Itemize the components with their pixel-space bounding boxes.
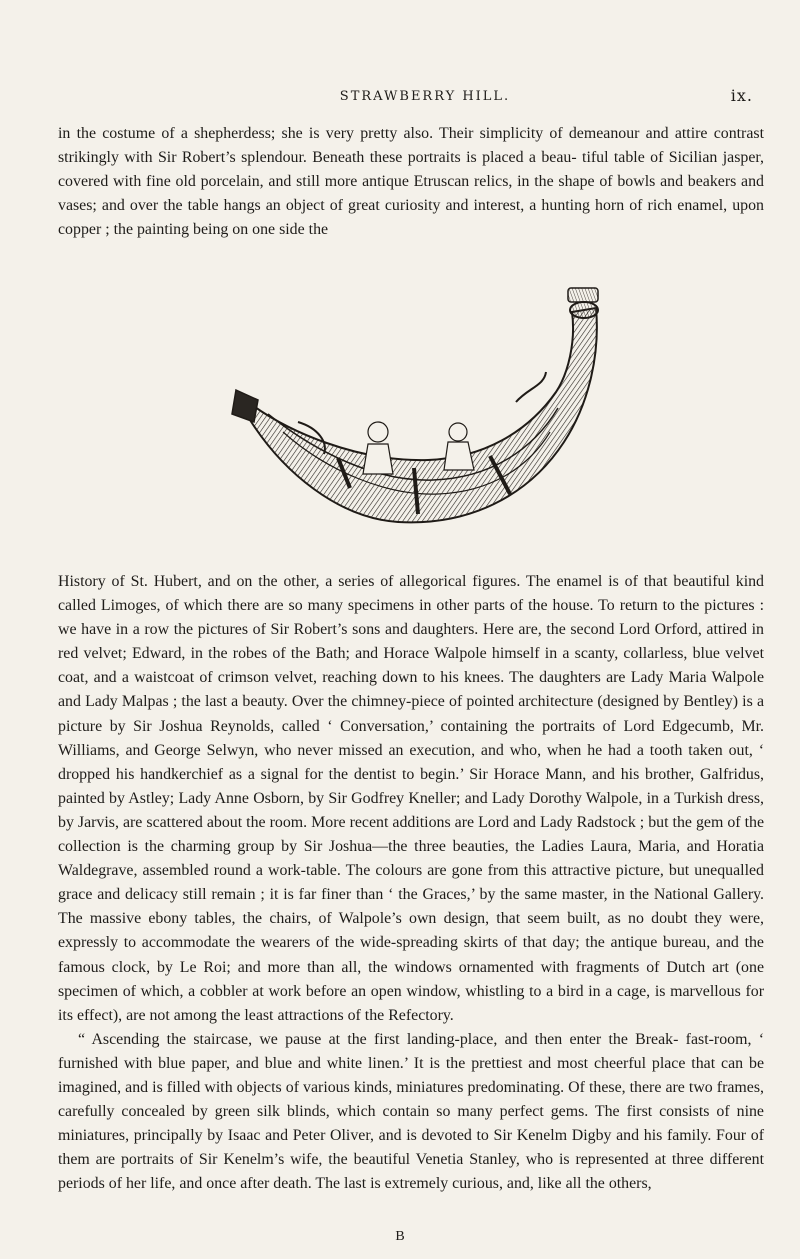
running-title: STRAWBERRY HILL. [339, 89, 511, 104]
signature-mark: B [395, 1229, 405, 1244]
text-block-bottom [58, 570, 764, 1196]
hunting-horn-illustration [228, 282, 602, 556]
paragraph-1: in the costume of a shepherdess; she is very pretty also. Their simplicity of demeanour and attire contrast strikingly with Sir Robert’s splendour. Beneath these portraits is placed a beau- tiful table of Sicilian jasper, covered with fine old porcelain, and still more antique Etruscan relics, in the shape of bowls and beakers and vases; and over the table hangs an object of great curiosity and interest, a hunting horn of rich enamel, upon copper ; the painting being on one side the [58, 125, 764, 239]
hunting-horn-icon [228, 282, 602, 556]
running-head [0, 89, 800, 104]
page-number: ix. [730, 86, 753, 105]
paragraph-2: History of St. Hubert, and on the other, a series of allegorical figures. The enamel is of that beautiful kind called Limoges, of which there are so many specimens in other parts of the house. To return to the pictures : we have in a row the pictures of Sir Robert’s sons and daughters. Here are, the second Lord Orford, attired in red velvet; Edward, in the robes of the Bath; and Horace Walpole himself in a scanty, collarless, blue velvet coat, and a waistcoat of crimson velvet, reaching down to his knees. The daughters are Lady Maria Walpole and Lady Malpas ; the last a beauty. Over the chimney-piece of pointed architecture (designed by Bentley) is a picture by Sir Joshua Reynolds, called ‘ Conversation,’ containing the portraits of Lord Edgecumb, Mr. Williams, and George Selwyn, who never missed an execution, and who, when he had a tooth taken out, ‘ dropped his handkerchief as a signal for the dentist to begin.’ Sir Horace Mann, and his brother, Galfridus, painted by Astley; Lady Anne Osborn, by Sir Godfrey Kneller; and Lady Dorothy Walpole, in a Turkish dress, by Jarvis, are scattered about the room. More recent additions are Lord and Lady Radstock ; but the gem of the collection is the charming group by Sir Joshua—the three beauties, the Ladies Laura, Maria, and Horatia Waldegrave, assembled round a work-table. The colours are gone from this attractive picture, but unequalled grace and delicacy still remain ; it is far finer than ‘ the Graces,’ by the same master, in the National Gallery. The massive ebony tables, the chairs, of Walpole’s own design, that seem built, as no doubt they were, expressly to accommodate the wearers of the wide-spreading skirts of that day; the antique bureau, and the famous clock, by Le Roi; and more than all, the windows ornamented with fragments of Dutch art (one specimen of which, a cobbler at work before an open window, whistling to a bird in a cage, is marvellous for its effect), are not among the least attractions of the Refectory. [58, 573, 764, 1024]
text-block-top [58, 122, 764, 242]
paragraph-3: “ Ascending the staircase, we pause at the first landing-place, and then enter the Break- fast-room, ‘ furnished with blue paper, and blue and white linen.’ It is the prettiest and most cheerful place that can be imagined, and is filled with objects of various kinds, miniatures predominating. Of these, there are two frames, carefully concealed by green silk blinds, which contain so many perfect gems. The first consists of nine miniatures, principally by Isaac and Peter Oliver, and is devoted to Sir Kenelm Digby and his family. Four of them are portraits of Sir Kenelm’s wife, the beautiful Venetia Stanley, who is represented at three different periods of her life, and once after death. The last is extremely curious, and, like all the others, [58, 1030, 764, 1193]
